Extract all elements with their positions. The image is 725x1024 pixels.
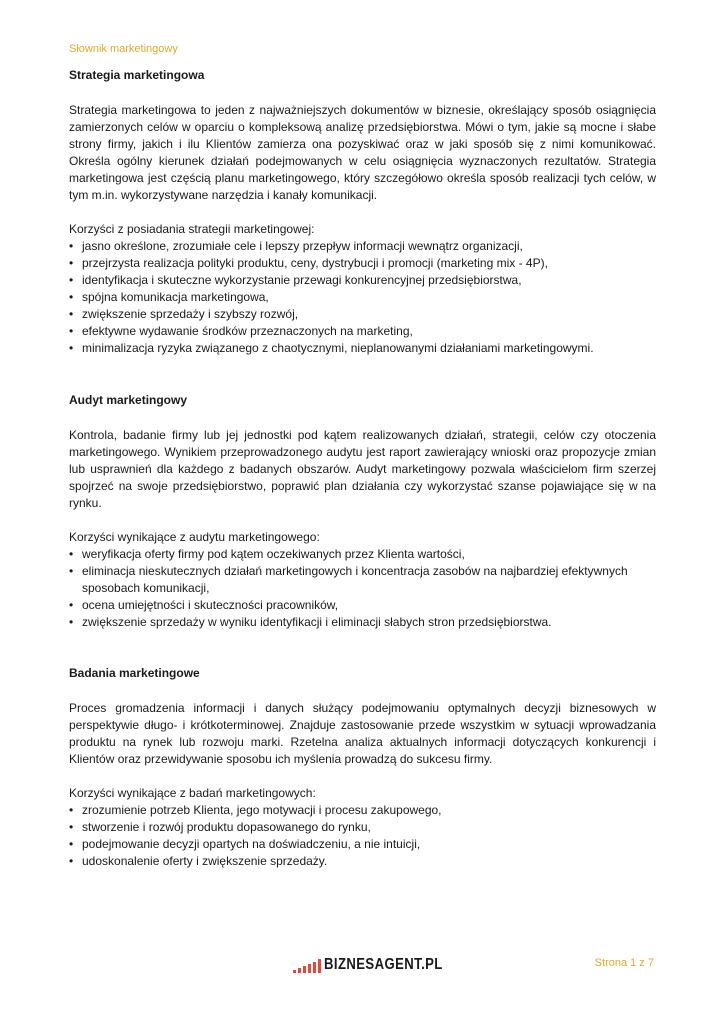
logo-text: BIZNESAGENT.PL <box>324 956 443 973</box>
section-paragraph: Proces gromadzenia informacji i danych służący podejmowaniu optymalnych decyzji biznesowych w perspektywie długo- i krótkoterminowej. Znajduje zastosowanie przede wszystkim w sytuacji wprowadzania produktu na rynek lub rozwoju marki. Rzetelna analiza aktualnych informacji dotyczących konkurencji i Klientów oraz przewidywanie sposobu ich myślenia prowadzą do sukcesu firmy. <box>69 701 656 766</box>
benefits-intro: Korzyści wynikające z badań marketingowych: <box>69 786 316 800</box>
list-item: • zwiększenie sprzedaży w wyniku identyfikacji i eliminacji słabych stron przedsiębiorstwa. <box>69 614 656 631</box>
list-item: • stworzenie i rozwój produktu dopasowanego do rynku, <box>69 819 656 836</box>
page-number: Strona 1 z 7 <box>594 957 654 969</box>
section-heading: Strategia marketingowa <box>69 68 205 82</box>
document-footer <box>69 953 656 973</box>
list-item: • spójna komunikacja marketingowa, <box>69 289 656 306</box>
list-item: • weryfikacja oferty firmy pod kątem oczekiwanych przez Klienta wartości, <box>69 546 656 563</box>
section-paragraph: Strategia marketingowa to jeden z najważniejszych dokumentów w biznesie, określający sposób osiągnięcia zamierzonych celów w oparciu o kompleksową analizę przedsiębiorstwa. Mówi o tym, jakie są mocne i słabe strony firmy, jakich i ilu Klientów zamierza ona pozyskiwać oraz w jaki sposób się z nimi komunikować. Określa ogólny kierunek działań podejmowanych w celu osiągnięcia wyznaczonych rezultatów. Strategia marketingowa jest częścią planu marketingowego, który szczegółowo określa sposób realizacji tych celów, w tym m.in. wykorzystywane narzędzia i kanały komunikacji. <box>69 103 656 202</box>
list-item: • zrozumienie potrzeb Klienta, jego motywacji i procesu zakupowego, <box>69 802 656 819</box>
list-item: • eliminacja nieskutecznych działań marketingowych i koncentracja zasobów na najbardziej efektywnych sposobach komunikacji, <box>69 563 656 597</box>
document-header: Słownik marketingowy <box>69 43 178 55</box>
list-item: • podejmowanie decyzji opartych na doświadczeniu, a nie intuicji, <box>69 836 656 853</box>
list-item: • zwiększenie sprzedaży i szybszy rozwój, <box>69 306 656 323</box>
section-heading: Badania marketingowe <box>69 666 200 680</box>
list-item: • efektywne wydawanie środków przeznaczonych na marketing, <box>69 323 656 340</box>
section-paragraph: Kontrola, badanie firmy lub jej jednostki pod kątem realizowanych działań, strategii, celów czy otoczenia marketingowego. Wynikiem przeprowadzonego audytu jest raport zawierający wnioski oraz propozycje zmian lub usprawnień dla każdego z badanych obszarów. Audyt marketingowy pozwala właścicielom firm szerzej spojrzeć na swoje przedsiębiorstwo, poprawić plan działania czy wykorzystać szanse pojawiające się w na rynku. <box>69 428 656 510</box>
list-item: • przejrzysta realizacja polityki produktu, ceny, dystrybucji i promocji (marketing mix - 4P), <box>69 255 656 272</box>
benefits-list <box>69 238 656 357</box>
section-badania <box>69 666 656 870</box>
list-item: • identyfikacja i skuteczne wykorzystanie przewagi konkurencyjnej przedsiębiorstwa, <box>69 272 656 289</box>
section-audyt <box>69 393 656 631</box>
bar-chart-icon <box>293 959 321 973</box>
section-strategia <box>69 68 656 357</box>
section-heading: Audyt marketingowy <box>69 393 188 407</box>
list-item: • udoskonalenie oferty i zwiększenie sprzedaży. <box>69 853 656 870</box>
list-item: • ocena umiejętności i skuteczności pracowników, <box>69 597 656 614</box>
biznesagent-logo <box>293 953 469 973</box>
benefits-list <box>69 546 656 631</box>
benefits-intro: Korzyści z posiadania strategii marketingowej: <box>69 222 315 236</box>
list-item: • jasno określone, zrozumiałe cele i lepszy przepływ informacji wewnątrz organizacji, <box>69 238 656 255</box>
benefits-intro: Korzyści wynikające z audytu marketingowego: <box>69 530 320 544</box>
benefits-list <box>69 802 656 870</box>
list-item: • minimalizacja ryzyka związanego z chaotycznymi, nieplanowanymi działaniami marketingowymi. <box>69 340 656 357</box>
